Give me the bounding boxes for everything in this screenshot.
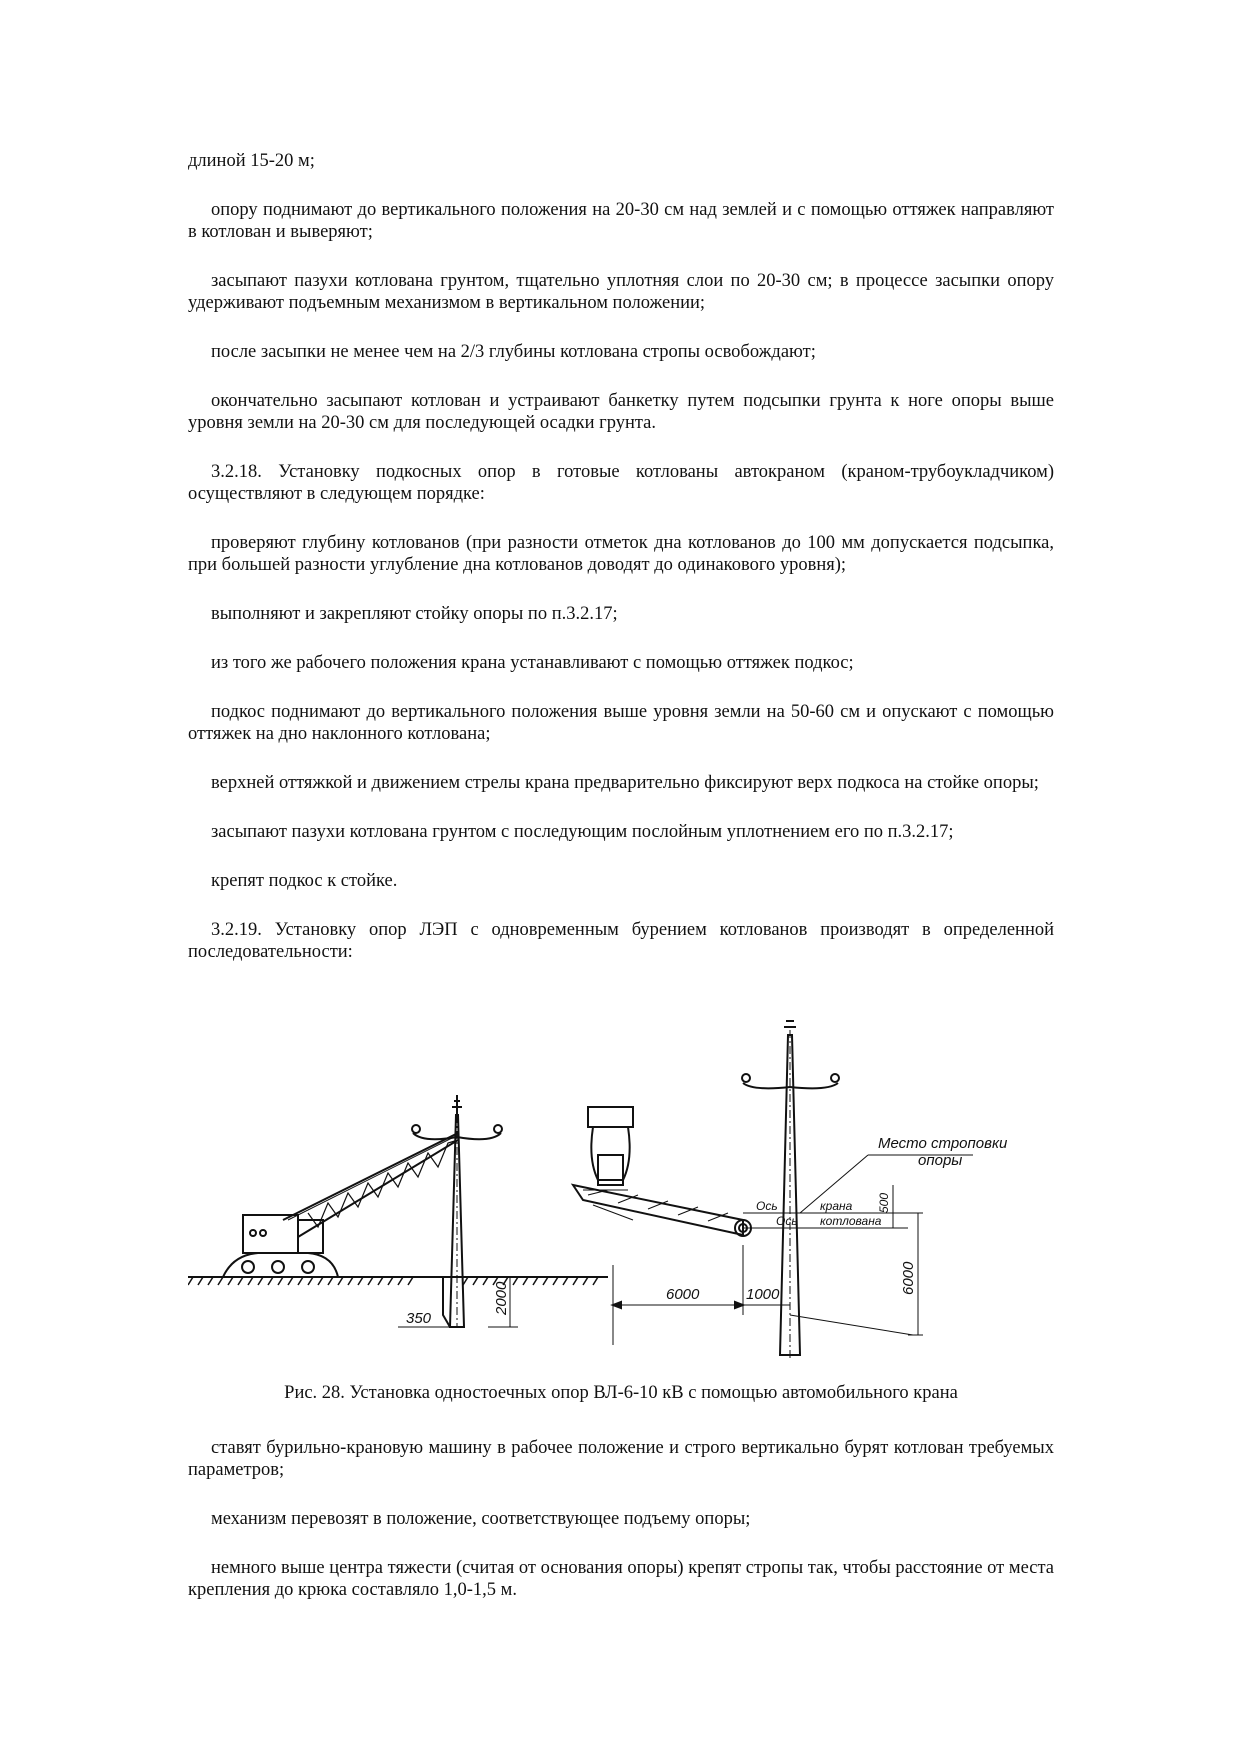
dimension-350-label: 350 <box>406 1310 432 1327</box>
dimension-6000-horizontal-label: 6000 <box>666 1286 700 1303</box>
dimension-1000-label: 1000 <box>746 1286 780 1303</box>
label-opory: опоры <box>918 1152 963 1169</box>
dimension-500-label: 500 <box>877 1192 891 1213</box>
dimension-2000-label: 2000 <box>493 1281 510 1315</box>
figure-crane-installation <box>188 1015 1088 1370</box>
paragraph: после засыпки не менее чем на 2/3 глубины котлована стропы освобождают; <box>211 342 816 362</box>
paragraph: окончательно засыпают котлован и устраивают банкетку путем подсыпки грунта к ноге опоры выше уровня земли на 20-30 см для последующей осадки грунта. <box>188 391 1054 433</box>
text-block-top <box>188 150 1054 990</box>
paragraph: крепят подкос к стойке. <box>211 871 398 891</box>
paragraph: из того же рабочего положения крана устанавливают с помощью оттяжек подкос; <box>211 653 854 673</box>
crane-drawing <box>188 1015 1088 1370</box>
dimension-6000-vertical-label: 6000 <box>900 1261 917 1295</box>
paragraph: выполняют и закрепляют стойку опоры по п.3.2.17; <box>211 604 618 624</box>
paragraph: проверяют глубину котлованов (при разности отметок дна котлованов до 100 мм допускается подсыпка, при большей разности углубление дна котлованов доводят до одинакового уровня); <box>188 533 1054 575</box>
paragraph: ставят бурильно-крановую машину в рабочее положение и строго вертикально бурят котлован требуемых параметров; <box>188 1438 1054 1480</box>
label-os-1: Ось <box>756 1199 778 1213</box>
ground-hatch-left <box>188 1277 598 1285</box>
crane-boom <box>283 1133 458 1220</box>
text-block-bottom <box>188 1437 1054 1628</box>
truck-cab-top <box>588 1107 633 1127</box>
paragraph: немного выше центра тяжести (считая от основания опоры) крепят стропы так, чтобы расстояние от места крепления до крюка составляло 1,0-1,5 м. <box>188 1558 1054 1600</box>
paragraph: 3.2.19. Установку опор ЛЭП с одновременным бурением котлованов производят в определенной последовательности: <box>188 920 1054 962</box>
paragraph: засыпают пазухи котлована грунтом, тщательно уплотняя слои по 20-30 см; в процессе засыпки опору удерживают подъемным механизмом в вертикальном положении; <box>188 271 1054 313</box>
label-os-2: Ось <box>776 1214 798 1228</box>
paragraph: опору поднимают до вертикального положения на 20-30 см над землей и с помощью оттяжек направляют в котлован и выверяют; <box>188 200 1054 242</box>
label-kotlovana: котлована <box>820 1214 882 1228</box>
paragraph: механизм перевозят в положение, соответствующее подъему опоры; <box>211 1509 751 1529</box>
paragraph: подкос поднимают до вертикального положения выше уровня земли на 50-60 см и опускают с помощью оттяжек на дно наклонного котлована; <box>188 702 1054 744</box>
paragraph: длиной 15-20 м; <box>188 151 315 171</box>
label-krana: крана <box>820 1199 853 1213</box>
paragraph: верхней оттяжкой и движением стрелы крана предварительно фиксируют верх подкоса на стойке опоры; <box>211 773 1039 793</box>
paragraph: засыпают пазухи котлована грунтом с последующим послойным уплотнением его по п.3.2.17; <box>211 822 954 842</box>
paragraph: 3.2.18. Установку подкосных опор в готовые котлованы автокраном (краном-трубоукладчиком) осуществляют в следующем порядке: <box>188 462 1054 504</box>
label-mesto-stropovki: Место строповки <box>878 1135 1008 1152</box>
figure-caption: Рис. 28. Установка одностоечных опор ВЛ-6-10 кВ с помощью автомобильного крана <box>284 1383 958 1403</box>
